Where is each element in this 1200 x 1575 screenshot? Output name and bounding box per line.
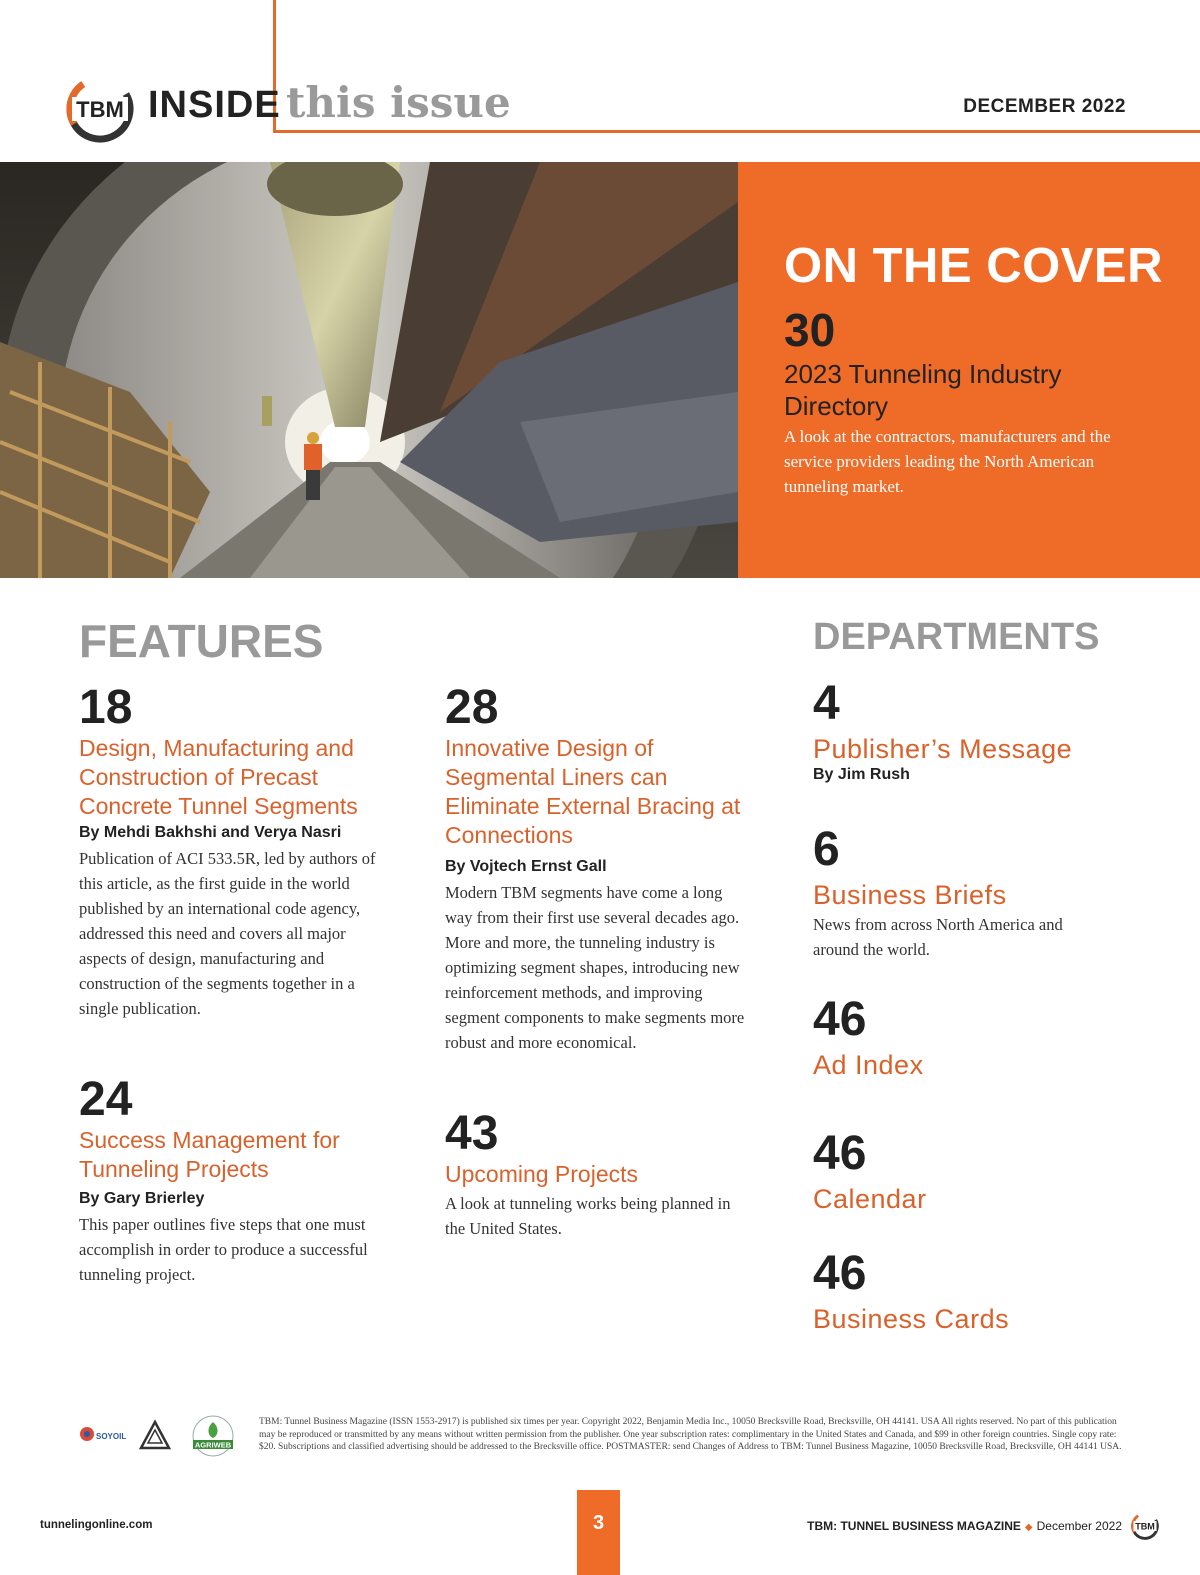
feature-item[interactable] — [79, 1073, 379, 1287]
feature-page-number: 18 — [79, 681, 133, 734]
department-page-number: 46 — [813, 1127, 867, 1180]
feature-byline: By Mehdi Bakhshi and Verya Nasri — [79, 824, 342, 841]
department-item[interactable] — [813, 823, 1133, 962]
feature-description: Modern TBM segments have come a long way from their first use several decades ago. More and more, the tunneling industry is optimizing segment shapes, introducing new reinforcement methods, and improving segment components to make segments more robust and more economical. — [445, 883, 745, 1052]
department-byline: By Jim Rush — [813, 766, 910, 783]
svg-text:AGRIWEB: AGRIWEB — [194, 1440, 232, 1450]
svg-text:SOYOIL: SOYOIL — [96, 1432, 127, 1441]
department-title[interactable]: Ad Index — [813, 1050, 924, 1080]
magazine-name: TBM: TUNNEL BUSINESS MAGAZINE — [807, 1519, 1021, 1533]
website-link[interactable]: tunnelingonline.com — [40, 1519, 153, 1531]
department-item[interactable] — [813, 1247, 1133, 1336]
feature-page-number: 43 — [445, 1107, 499, 1160]
department-title[interactable]: Business Cards — [813, 1304, 1010, 1334]
svg-text:TBM: TBM — [1135, 1521, 1155, 1532]
cover-page-number: 30 — [784, 304, 836, 356]
footer-issue: December 2022 — [1036, 1519, 1122, 1533]
footer-magazine-info — [807, 1519, 1122, 1533]
recycle-icon — [138, 1419, 172, 1453]
feature-page-number: 24 — [79, 1073, 133, 1126]
tbm-small-logo-icon — [1131, 1512, 1159, 1540]
page-number: 3 — [592, 1512, 605, 1534]
diamond-separator-icon: ◆ — [1024, 1522, 1033, 1533]
feature-description: This paper outlines five steps that one must accomplish in order to produce a successful tunneling project. — [79, 1215, 368, 1284]
features-heading: FEATURES — [79, 615, 324, 667]
soy-ink-badge-icon — [78, 1420, 128, 1448]
tbm-logo-icon — [66, 75, 134, 143]
feature-item[interactable] — [445, 1107, 745, 1241]
tunnel-illustration — [0, 162, 738, 578]
department-title[interactable]: Calendar — [813, 1184, 927, 1214]
departments-heading: DEPARTMENTS — [813, 616, 1100, 658]
feature-title[interactable]: Upcoming Projects — [445, 1161, 639, 1187]
feature-page-number: 28 — [445, 681, 499, 734]
feature-byline: By Gary Brierley — [79, 1190, 205, 1207]
department-description: News from across North America and around the world. — [813, 915, 1063, 959]
feature-item[interactable] — [445, 681, 745, 1055]
department-item[interactable] — [813, 677, 1133, 786]
cover-description: A look at the contractors, manufacturers and the service providers leading the North American tunneling market. — [784, 427, 1111, 496]
feature-item[interactable] — [79, 681, 379, 1021]
feature-title[interactable]: Success Management for Tunneling Projects — [79, 1127, 340, 1182]
on-the-cover-panel — [738, 162, 1200, 578]
cover-title[interactable]: 2023 Tunneling Industry Directory — [784, 359, 1062, 421]
department-title[interactable]: Publisher’s Message — [813, 734, 1073, 764]
page-number-tab — [577, 1490, 620, 1575]
this-issue-label: this issue — [286, 78, 511, 127]
inside-label: INSIDE — [148, 84, 281, 126]
department-page-number: 6 — [813, 823, 840, 876]
header-horizontal-rule — [273, 130, 1200, 133]
feature-byline: By Vojtech Ernst Gall — [445, 858, 607, 875]
feature-description: Publication of ACI 533.5R, led by authors of this article, as the first guide in the world published by an international code agency, addressed this need and covers all major aspects of design, manufacturing and construction of the segments together in a single publication. — [79, 849, 376, 1018]
agriweb-badge-icon — [186, 1414, 240, 1458]
feature-description: A look at tunneling works being planned in the United States. — [445, 1194, 731, 1238]
feature-title[interactable]: Design, Manufacturing and Construction of Precast Concrete Tunnel Segments — [79, 735, 358, 819]
feature-title[interactable]: Innovative Design of Segmental Liners can Eliminate External Bracing at Connections — [445, 735, 741, 848]
cover-heading: ON THE COVER — [784, 239, 1163, 293]
issue-date: DECEMBER 2022 — [963, 96, 1126, 117]
publication-fine-print: TBM: Tunnel Business Magazine (ISSN 1553-2917) is published six times per year. Copyright 2022, Benjamin Media Inc., 10050 Brecksville Road, Brecksville, OH 44141. USA All rights reserved. No part of this publication may be reproduced or transmitted by any means without written permission from the publisher. One year subscription rates: complimentary in the United States and Canada, and $99 in other foreign countries. Single copy rate: $20. Subscriptions and classified advertising should be addressed to the Brecksville office. POSTMASTER: send Changes of Address to TBM: Tunnel Business Magazine, 10050 Brecksville Road, Brecksville, OH 44141 USA. — [259, 1417, 1122, 1452]
department-item[interactable] — [813, 1127, 1133, 1216]
department-page-number: 46 — [813, 993, 867, 1046]
department-page-number: 46 — [813, 1247, 867, 1300]
department-title[interactable]: Business Briefs — [813, 880, 1007, 910]
svg-text:TBM: TBM — [76, 97, 124, 122]
department-page-number: 4 — [813, 677, 840, 730]
department-item[interactable] — [813, 993, 1133, 1082]
cover-photo — [0, 162, 738, 578]
